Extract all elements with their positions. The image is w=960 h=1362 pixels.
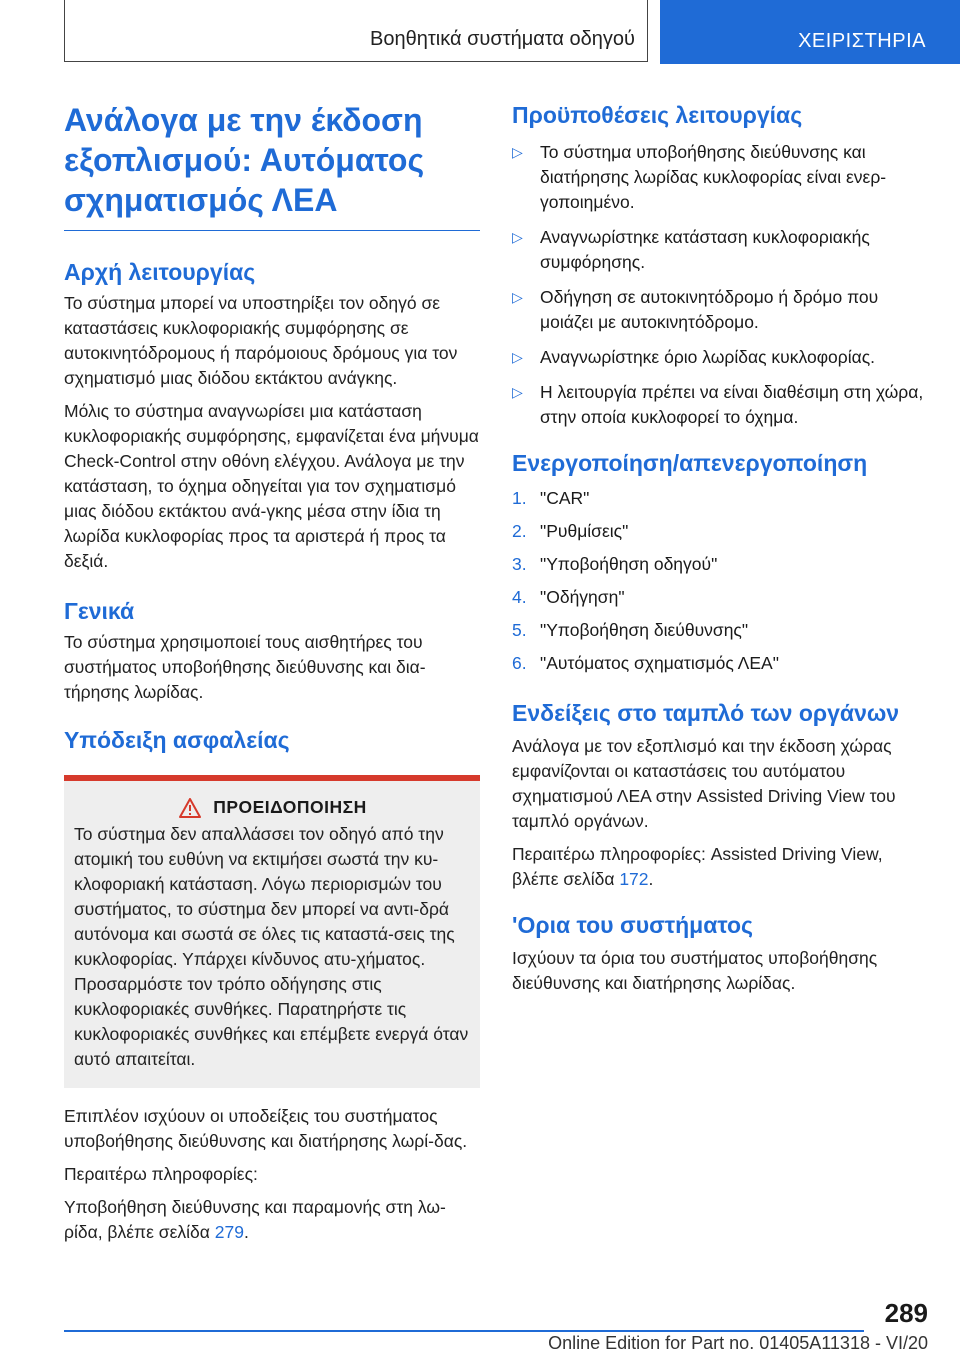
warning-title: ΠΡΟΕΙΔΟΠΟΙΗΣΗ bbox=[213, 797, 367, 817]
list-item bbox=[512, 140, 928, 215]
step-text: "CAR" bbox=[540, 488, 590, 508]
paragraph-after-1: Επιπλέον ισχύουν οι υποδείξεις του συστήματος υποβοήθησης διεύθυνσης και διατήρησης λωρί-δας. bbox=[64, 1106, 468, 1151]
paragraph-cluster-2 bbox=[512, 842, 928, 892]
heading-principle: Αρχή λειτουργίας bbox=[64, 259, 256, 285]
heading-system-limits: 'Ορια του συστήματος bbox=[512, 912, 753, 938]
step-text: "Υποβοήθηση οδηγού" bbox=[540, 554, 718, 574]
step-item bbox=[512, 651, 928, 676]
step-item bbox=[512, 486, 928, 511]
step-number: 6. bbox=[512, 653, 527, 673]
heading-instrument-cluster: Ενδείξεις στο ταμπλό των οργάνων bbox=[512, 700, 900, 726]
heading-general: Γενικά bbox=[64, 598, 135, 624]
footer-edition: Online Edition for Part no. 01405A11318 - VI/20 bbox=[548, 1333, 928, 1353]
warning-box bbox=[64, 781, 480, 1088]
warning-text: Το σύστημα δεν απαλλάσσει τον οδηγό από την ατομική του ευθύνη να εκτιμήσει σωστά την κυ-κλοφοριακή κατάσταση. Λόγω περιορισμών του συστήματος, το σύστημα δεν μπορεί να αντι-δρά αυτόνομα και σωστά σε όλες τις καταστά-σεις της κυκλοφορίας. Υπάρχει κίνδυνος ατυ-χήματος. Προσαρμόστε τον τρόπο οδήγησης στις κυκλοφοριακές συνθήκες. Παρατηρήστε τις κυκλοφοριακές συνθήκες και επέμβετε ενεργά όταν αυτό απαιτείται. bbox=[74, 824, 469, 1069]
header-section-box bbox=[64, 0, 648, 62]
page-link-279[interactable]: 279 bbox=[214, 1222, 244, 1242]
step-item bbox=[512, 585, 928, 610]
list-item bbox=[512, 285, 928, 335]
activation-steps bbox=[512, 486, 928, 676]
list-item-text: Οδήγηση σε αυτοκινητόδρομο ή δρόμο που μοιάζει με αυτοκινητόδρομο. bbox=[540, 287, 879, 332]
bullet-triangle-icon: ▷ bbox=[512, 349, 523, 365]
list-item-text: Αναγνωρίστηκε κατάσταση κυκλοφοριακής συμφόρησης. bbox=[540, 227, 870, 272]
page-link-172[interactable]: 172 bbox=[619, 869, 649, 889]
step-item bbox=[512, 552, 928, 577]
page-header bbox=[64, 0, 960, 64]
list-item bbox=[512, 380, 928, 430]
step-number: 1. bbox=[512, 488, 527, 508]
step-number: 5. bbox=[512, 620, 527, 640]
list-item bbox=[512, 225, 928, 275]
bullet-triangle-icon: ▷ bbox=[512, 144, 523, 160]
list-item bbox=[512, 345, 928, 370]
list-item-text: Αναγνωρίστηκε όριο λωρίδας κυκλοφορίας. bbox=[540, 347, 876, 367]
step-text: "Οδήγηση" bbox=[540, 587, 625, 607]
paragraph-principle-1: Το σύστημα μπορεί να υποστηρίξει τον οδηγό σε καταστάσεις κυκλοφοριακής συμφόρησης σε αυτοκινητόδρομους ή παρόμοιους δρόμους για τον σχηματισμό μιας διόδου εκτάκτου ανάγκης. bbox=[64, 293, 458, 388]
paragraph-after-2: Περαιτέρω πληροφορίες: bbox=[64, 1164, 258, 1184]
paragraph-cluster-1: Ανάλογα με τον εξοπλισμό και την έκδοση χώρας εμφανίζονται οι καταστάσεις του αυτόματου σχηματισμού ΛΕΑ στην Assisted Driving View του ταμπλό οργάνων. bbox=[512, 736, 896, 831]
prerequisites-list bbox=[512, 140, 928, 430]
step-number: 2. bbox=[512, 521, 527, 541]
paragraph-general: Το σύστημα χρησιμοποιεί τους αισθητήρες του συστήματος υποβοήθησης διεύθυνσης και δια-τήρησης λωρίδας. bbox=[64, 632, 426, 702]
paragraph-cluster-2-end: . bbox=[648, 869, 654, 889]
step-text: "Αυτόματος σχηματισμός ΛΕΑ" bbox=[540, 653, 779, 673]
list-item-text: Το σύστημα υποβοήθησης διεύθυνσης και διατήρησης λωρίδας κυκλοφορίας είναι ενερ-γοποιημένο. bbox=[540, 142, 887, 212]
paragraph-after-3 bbox=[64, 1195, 480, 1245]
left-column bbox=[64, 100, 480, 1245]
list-item-text: Η λειτουργία πρέπει να είναι διαθέσιμη στη χώρα, στην οποία κυκλοφορεί το όχημα. bbox=[540, 382, 924, 427]
header-section-title: Βοηθητικά συστήματα οδηγού bbox=[370, 28, 635, 50]
right-column bbox=[512, 100, 928, 996]
footer-rule bbox=[64, 1330, 864, 1332]
step-text: "Ρυθμίσεις" bbox=[540, 521, 629, 541]
bullet-triangle-icon: ▷ bbox=[512, 229, 523, 245]
bullet-triangle-icon: ▷ bbox=[512, 384, 523, 400]
heading-prerequisites: Προϋποθέσεις λειτουργίας bbox=[512, 102, 803, 128]
warning-triangle-icon bbox=[179, 798, 201, 818]
header-chapter-tab bbox=[660, 0, 960, 64]
paragraph-after-3-text: Υποβοήθηση διεύθυνσης και παραμονής στη λω-ρίδα, βλέπε σελίδα bbox=[64, 1197, 446, 1242]
heading-activation: Ενεργοποίηση/απενεργοποίηση bbox=[512, 450, 868, 476]
paragraph-cluster-2-text: Περαιτέρω πληροφορίες: Assisted Driving View, βλέπε σελίδα bbox=[512, 844, 883, 889]
step-number: 4. bbox=[512, 587, 527, 607]
header-chapter-title: ΧΕΙΡΙΣΤΗΡΙΑ bbox=[798, 30, 926, 52]
step-item bbox=[512, 519, 928, 544]
paragraph-limits: Ισχύουν τα όρια του συστήματος υποβοήθησης διεύθυνσης και διατήρησης λωρίδας. bbox=[512, 948, 878, 993]
page-number: 289 bbox=[884, 1298, 928, 1328]
bullet-triangle-icon: ▷ bbox=[512, 289, 523, 305]
paragraph-after-3-end: . bbox=[243, 1222, 249, 1242]
step-item bbox=[512, 618, 928, 643]
heading-safety: Υπόδειξη ασφαλείας bbox=[64, 727, 290, 753]
paragraph-principle-2: Μόλις το σύστημα αναγνωρίσει μια κατάσταση κυκλοφοριακής συμφόρησης, εμφανίζεται ένα μήνυμα Check-Control στην οθόνη ελέγχου. Ανάλογα με την κατάσταση, το όχημα οδηγείται για τον σχηματισμό μιας διόδου εκτάκτου ανά-γκης μέσα στην ίδια τη λωρίδα κυκλοφορίας προς τα αριστερά ή προς τα δεξιά. bbox=[64, 401, 479, 571]
step-text: "Υποβοήθηση διεύθυνσης" bbox=[540, 620, 749, 640]
page-title: Ανάλογα με την έκδοση εξοπλισμού: Αυτόματος σχηματισμός ΛΕΑ bbox=[64, 100, 480, 231]
step-number: 3. bbox=[512, 554, 527, 574]
